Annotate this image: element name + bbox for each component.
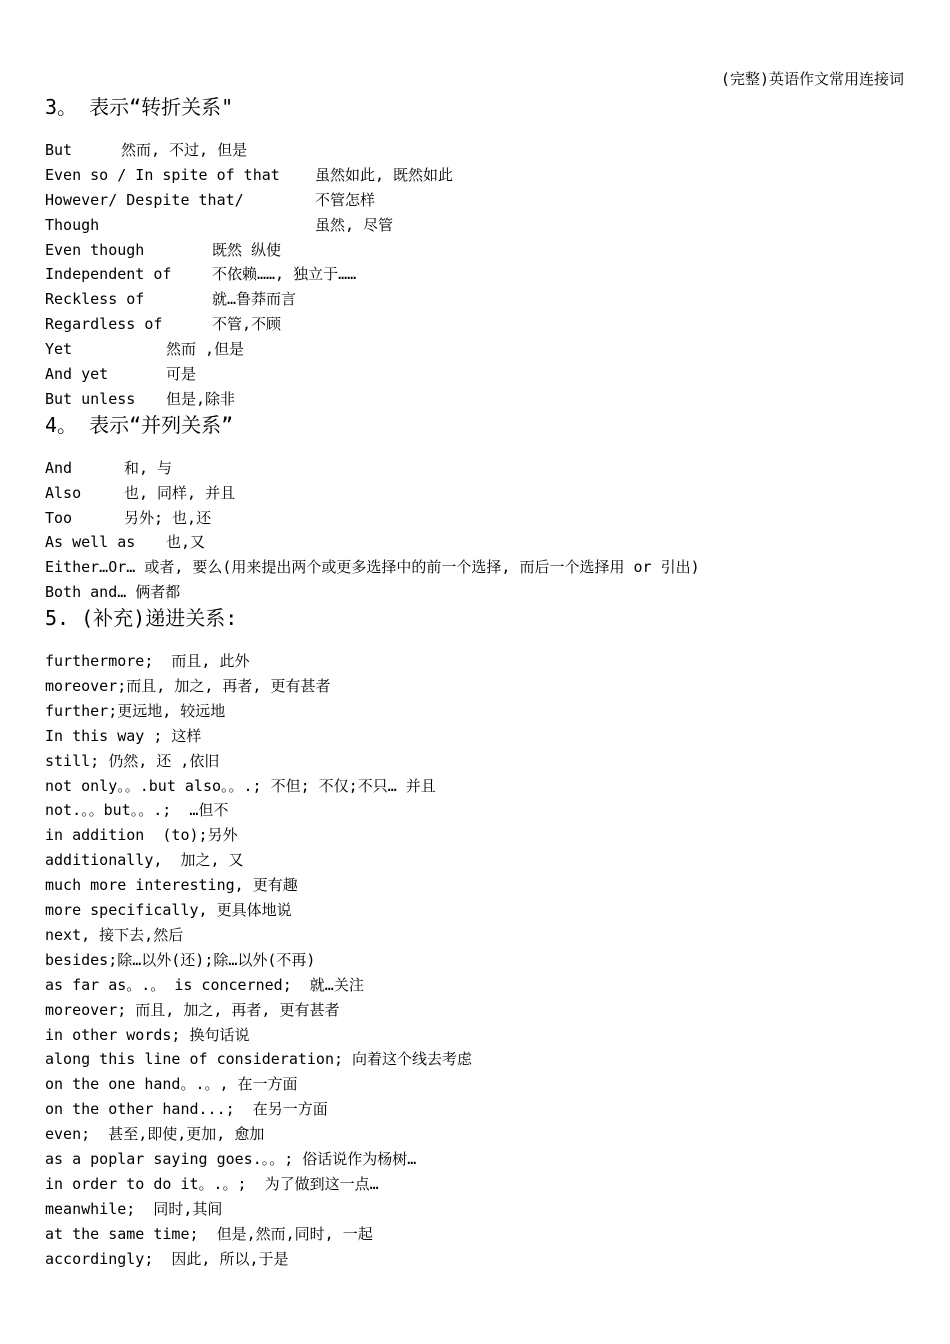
- list-item: [45, 362, 925, 387]
- list-item: as far as。.。 is concerned; 就…关注: [45, 975, 364, 994]
- list-item: next, 接下去,然后: [45, 925, 184, 944]
- term-en: Even though: [45, 240, 145, 259]
- list-item: more specifically, 更具体地说: [45, 901, 292, 920]
- term-zh: 不管,不顾: [212, 315, 282, 334]
- list-item: [45, 456, 925, 481]
- term-zh: 另外; 也,还: [124, 508, 212, 527]
- term-zh: 也,又: [166, 533, 206, 552]
- term-en: Regardless of: [45, 315, 163, 334]
- list-item: [45, 188, 925, 213]
- term-zh: 虽然如此, 既然如此: [315, 165, 454, 184]
- term-en: However/ Despite that/: [45, 190, 244, 209]
- list-item: not.。。but。。.; …但不: [45, 801, 229, 820]
- list-item: [45, 262, 925, 287]
- list-item: [45, 163, 925, 188]
- term-en: Also: [45, 483, 82, 502]
- term-en: And yet: [45, 365, 109, 384]
- list-item: [45, 312, 925, 337]
- list-item: [45, 555, 925, 580]
- term-en: Though: [45, 215, 100, 234]
- document-body: [45, 92, 925, 1271]
- list-item: in other words; 换句话说: [45, 1025, 250, 1044]
- list-item: [45, 580, 925, 605]
- list-item: still; 仍然, 还 ,依旧: [45, 751, 220, 770]
- list-item: [45, 530, 925, 555]
- term-zh: 可是: [166, 365, 197, 384]
- term-zh: 然而, 不过, 但是: [121, 141, 248, 159]
- list-item: in addition (to);另外: [45, 826, 238, 845]
- list-item: In this way ; 这样: [45, 726, 202, 745]
- term-zh: 和, 与: [124, 458, 173, 477]
- list-item: on the one hand。.。, 在一方面: [45, 1075, 298, 1094]
- term-en: And: [45, 458, 73, 477]
- term-en: Too: [45, 508, 73, 527]
- list-item: moreover; 而且, 加之, 再者, 更有甚者: [45, 1000, 340, 1019]
- list-item: [45, 287, 925, 312]
- list-item: [45, 481, 925, 506]
- term-en: But: [45, 141, 73, 159]
- list-item: additionally, 加之, 又: [45, 851, 244, 870]
- term-en: Independent of: [45, 265, 172, 284]
- list-item: [45, 387, 925, 412]
- term-zh: 虽然, 尽管: [315, 215, 394, 234]
- section-parallel: [45, 410, 925, 605]
- term-zh: 就…鲁莽而言: [212, 290, 297, 309]
- list-item: besides;除…以外(还);除…以外(不再): [45, 950, 316, 969]
- section-heading: 5. (补充)递进关系:: [45, 606, 238, 631]
- term-en: Even so / In spite of that: [45, 165, 280, 184]
- list-item: meanwhile; 同时,其间: [45, 1199, 223, 1218]
- term-en: Reckless of: [45, 290, 145, 309]
- term-en: As well as: [45, 533, 136, 552]
- list-item: [45, 238, 925, 263]
- term-zh: 不管怎样: [315, 190, 376, 209]
- list-item: moreover;而且, 加之, 再者, 更有甚者: [45, 677, 331, 696]
- list-item: not only。。.but also。。.; 不但; 不仅;不只… 并且: [45, 776, 436, 795]
- section-progressive: [45, 603, 925, 1271]
- list-item: as a poplar saying goes.。。; 俗话说作为杨树…: [45, 1149, 417, 1168]
- term-zh: 也, 同样, 并且: [124, 483, 236, 502]
- list-item: accordingly; 因此, 所以,于是: [45, 1249, 289, 1268]
- list-item: on the other hand...; 在另一方面: [45, 1100, 328, 1119]
- term-en: But unless: [45, 389, 136, 408]
- list-item: even; 甚至,即使,更加, 愈加: [45, 1125, 265, 1144]
- list-item: in order to do it。.。; 为了做到这一点…: [45, 1174, 379, 1193]
- list-item-text: Either…Or… 或者, 要么(用来提出两个或更多选择中的前一个选择, 而后一个选择用 or 引出): [45, 558, 700, 577]
- document-header-title: (完整)英语作文常用连接词: [720, 70, 904, 88]
- term-zh: 然而 ,但是: [166, 340, 245, 359]
- list-item: [45, 138, 925, 163]
- section-contrast: [45, 92, 925, 412]
- list-item: furthermore; 而且, 此外: [45, 652, 250, 671]
- list-item: [45, 213, 925, 238]
- section-heading: 3。 表示“转折关系": [45, 95, 234, 119]
- list-item: further;更远地, 较远地: [45, 701, 226, 720]
- list-item: [45, 337, 925, 362]
- list-item-text: Both and… 俩者都: [45, 583, 181, 602]
- list-item: much more interesting, 更有趣: [45, 876, 298, 895]
- section-heading: 4。 表示“并列关系”: [45, 412, 234, 437]
- term-zh: 既然 纵使: [212, 240, 282, 259]
- list-item: at the same time; 但是,然而,同时, 一起: [45, 1224, 373, 1243]
- term-zh: 但是,除非: [166, 389, 236, 408]
- term-en: Yet: [45, 340, 73, 359]
- list-item: [45, 506, 925, 531]
- list-item: along this line of consideration; 向着这个线去考虑: [45, 1050, 473, 1069]
- term-zh: 不依赖……, 独立于……: [212, 265, 357, 284]
